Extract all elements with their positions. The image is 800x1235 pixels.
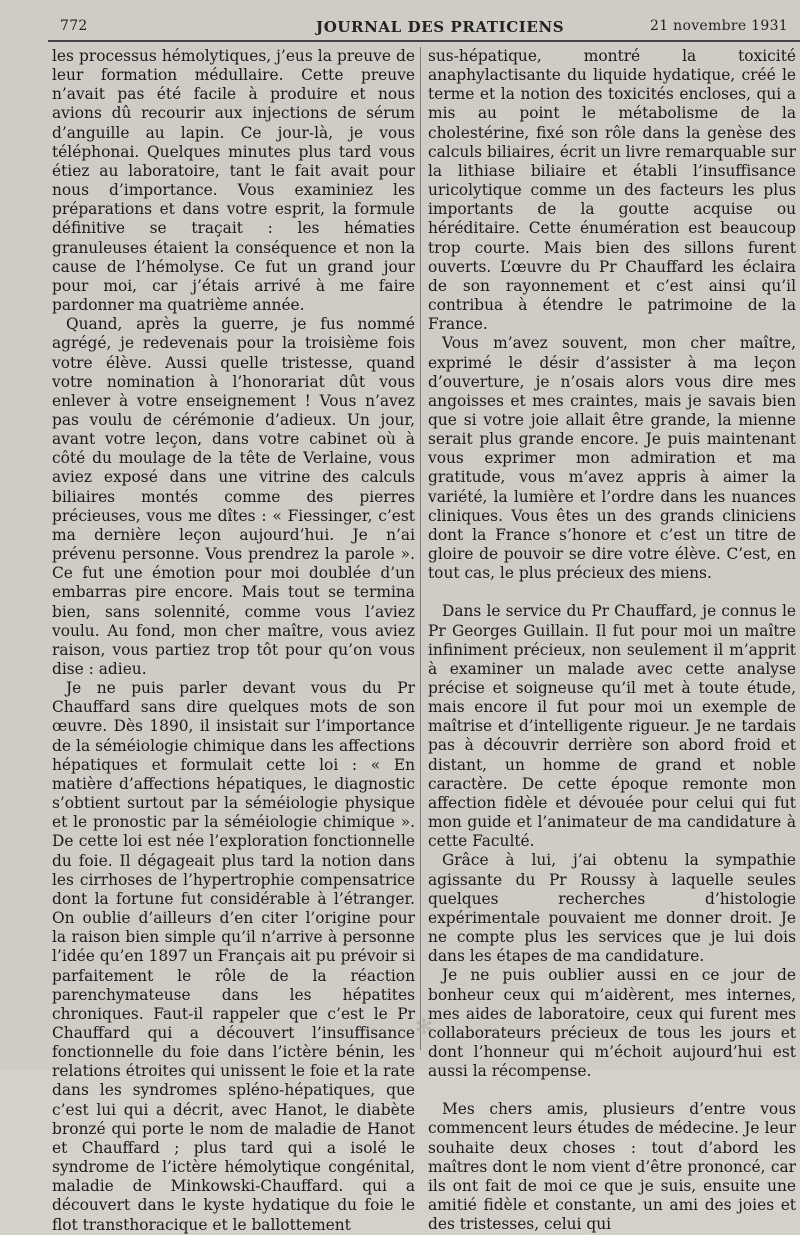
page-number: 772 — [60, 18, 88, 34]
paragraph: Quand, après la guerre, je fus nommé agrégé, je redevenais pour la troisième fois votre élève. Aussi quelle tristesse, quand votre nomination à l’honorariat dût vous enlever à votre enseignement ! Vous n’avez pas voulu de cérémonie d’adieux. Un jour, avant votre leçon, dans votre cabinet où à côté du moulage de la tête de Verlaine, vous aviez exposé dans une vitrine des calculs biliaires montés comme des pierres précieuses, vous me dîtes : « Fiessinger, c’est ma dernière leçon aujourd’hui. Je n’ai prévenu personne. Vous prendrez la parole ». Ce fut une émotion pour moi doublée d’un embarras pire encore. Mais tout se termina bien, sans solennité, comme vous l’aviez voulu. Au fond, mon cher maître, vous aviez raison, vous partiez trop tôt pour qu’on vous dise : adieu. — [52, 315, 415, 678]
header-rule — [48, 40, 800, 42]
paragraph: sus-hépatique, montré la toxicité anaphylactisante du liquide hydatique, créé le terme et la notion des toxicités encloses, qui a mis au point le métabolisme de la cholestérine, fixé son rôle dans la genèse des calculs biliaires, écrit un livre remarquable sur la lithiase biliaire et établi l’insuffisance uricolytique comme un des facteurs les plus importants de la goutte acquise ou héréditaire. Cette énumération est beaucoup trop courte. Mais bien des sillons furent ouverts. L’œuvre du Pr Chauffard les éclaira de son rayonnement et c’est ainsi qu’il contribua à étendre le patrimoine de la France. — [428, 47, 797, 334]
right-column — [428, 47, 797, 1234]
paragraph: Dans le service du Pr Chauffard, je connus le Pr Georges Guillain. Il fut pour moi un maître infiniment précieux, non seulement il m’apprit à examiner un malade avec cette analyse précise et soigneuse qu’il met à toute étude, mais encore il fut pour moi un exemple de maîtrise et d’intelligente rigueur. Je ne tardais pas à découvrir derrière son abord froid et distant, un homme de grand et noble caractère. De cette époque remonte mon affection fidèle et dévouée pour celui qui fut mon guide et l’animateur de ma candidature à cette Faculté. — [428, 602, 796, 851]
bottom-ornament-icon: ✻ — [414, 1015, 434, 1040]
paragraph: Mes chers amis, plusieurs d’entre vous commencent leurs études de médecine. Je leur souhaite deux choses : tout d’abord les maîtres dont le nom vient d’être prononcé, car ils ont fait de moi ce que je suis, ensuite une amitié fidèle et constante, un ami des joies et des tristesses, celui qui — [428, 1100, 796, 1234]
page-header — [0, 12, 800, 42]
paragraph: Grâce à lui, j’ai obtenu la sympathie agissante du Pr Roussy à laquelle seules quelques recherches d’histologie expérimentale pouvaient me donner droit. Je ne compte plus les services que je lui dois dans les étapes de ma candidature. — [428, 851, 796, 966]
paragraph: Vous m’avez souvent, mon cher maître, exprimé le désir d’assister à ma leçon d’ouverture, je n’osais alors vous dire mes angoisses et mes craintes, mais je savais bien que si votre joie allait être grande, la mienne serait plus grande encore. Je puis maintenant vous exprimer mon admiration et ma gratitude, vous m’avez appris à aimer la variété, la lumière et l’ordre dans les nuances cliniques. Vous êtes un des grands cliniciens dont la France s’honore et c’est un titre de gloire de pouvoir se dire votre élève. C’est, en tout cas, le plus précieux des miens. — [428, 334, 796, 583]
paragraph: Je ne puis parler devant vous du Pr Chauffard sans dire quelques mots de son œuvre. Dès 1890, il insistait sur l’importance de la séméiologie chimique dans les affections hépatiques et formulait cette loi : « En matière d’affections hépatiques, le diagnostic s’obtient surtout par la séméiologie physique et le pronostic par la séméiologie chimique ». De cette loi est née l’exploration fonctionnelle du foie. Il dégageait plus tard la notion dans les cirrhoses de l’hypertrophie compensatrice dont la fortune fut considérable à l’étranger. On oublie d’ailleurs d’en citer l’origine pour la raison bien simple qu’il n’arrive à personne l’idée qu’en 1897 un Français ait pu prévoir si parfaitement le rôle de la réaction parenchymateuse dans les hépatites chroniques. Faut-il rappeler que c’est le Pr Chauffard qui a découvert l’insuffisance fonctionnelle du foie dans l’ictère bénin, les relations étroites qui unissent le foie et la rate dans les syndromes spléno-hépatiques, que c’est lui qui a décrit, avec Hanot, le diabète bronzé qui porte le nom de maladie de Hanot et Chauffard ; plus tard qui a isolé le syndrome de l’ictère hémolytique congénital, maladie de Minkowski-Chauffard. qui a découvert dans le kyste hydatique du foie le flot transthoracique et le ballottement — [52, 679, 415, 1234]
paragraph: les processus hémolytiques, j’eus la preuve de leur formation médullaire. Cette preuve n’avait pas été facile à produire et nous avions dû recourir aux injections de sérum d’anguille au lapin. Ce jour-là, je vous téléphonai. Quelques minutes plus tard vous étiez au laboratoire, tant le fait avait pour nous d’importance. Vous examiniez les préparations et dans votre esprit, la formule définitive se traçait : les hématies granuleuses étaient la conséquence et non la cause de l’hémolyse. Ce fut un grand jour pour moi, car j’étais arrivé à me faire pardonner ma quatrième année. — [52, 47, 415, 315]
issue-date: 21 novembre 1931 — [650, 18, 788, 34]
paragraph: Je ne puis oublier aussi en ce jour de bonheur ceux qui m’aidèrent, mes internes, mes aides de laboratoire, ceux qui furent mes collaborateurs précieux de tous les jours et dont l’honneur qui m’échoit aujourd’hui est aussi la récompense. — [428, 966, 796, 1081]
journal-title: JOURNAL DES PRATICIENS — [316, 18, 565, 36]
left-column — [52, 47, 415, 1234]
column-divider — [420, 47, 421, 1050]
